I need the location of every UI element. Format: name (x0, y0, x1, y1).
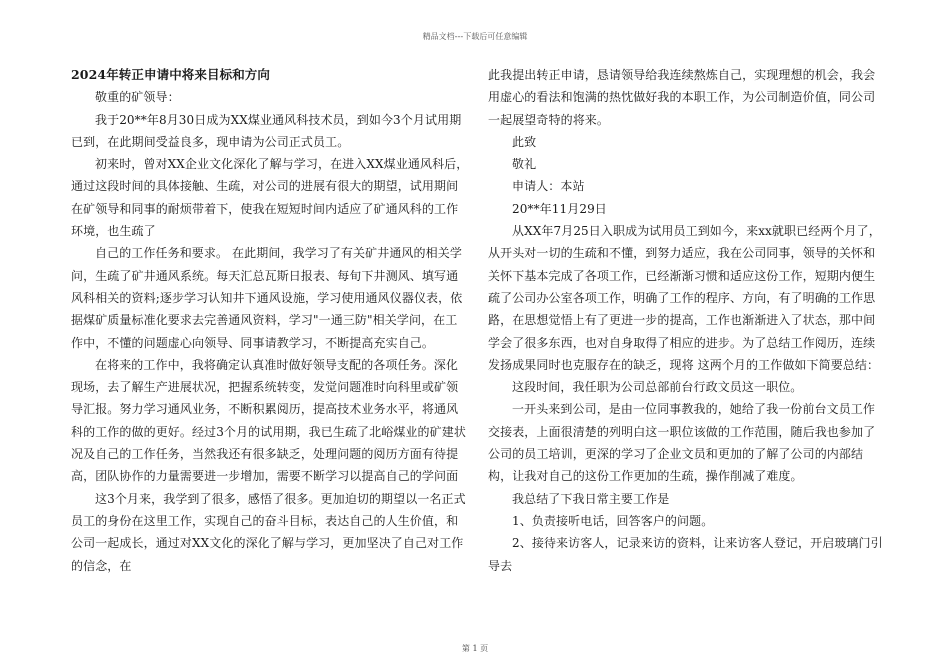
paragraph: 自己的工作任务和要求。 在此期间，我学习了有关矿井通风的相关学问，生疏了矿井通风系统。每天汇总瓦斯日报表、每旬下井测风、填写通风科相关的资料;逐步学习认知井下通风设施，学习使用通风仪器仪表，依据煤矿质量标准化要求去完善通风资料，学习"一通三防"相关学问，在工作中，不懂的问题虚心向领导、同事请教学习，不断提高充实自己。 (71, 246, 463, 350)
right-column (488, 64, 886, 577)
paragraph: 申请人：本站 (512, 179, 585, 194)
paragraph: 2、接待来访客人，记录来访的资料，让来访客人登记，开启玻璃门引导去 (488, 536, 883, 573)
paragraph: 这段时间，我任职为公司总部前台行政文员这一职位。 (512, 380, 803, 395)
paragraph: 20**年11月29日 (512, 201, 607, 216)
paragraph: 初来时，曾对XX企业文化深化了解与学习，在进入XX煤业通风科后，通过这段时间的具体接触、生疏，对公司的进展有很大的期望，试用期间在矿领导和同事的耐烦带着下，使我在短短时间内适应了矿通风科的工作环境，也生疏了 (71, 157, 469, 239)
paragraph-continued: 此我提出转正申请，恳请领导给我连续熬炼自己，实现理想的机会，我会用虚心的看法和饱满的热忱做好我的本职工作，为公司制造价值，同公司一起展望奇特的将来。 (488, 68, 876, 127)
paragraph: 敬礼 (512, 157, 537, 172)
paragraph: 我于20**年8月30日成为XX煤业通风科技术员，到如今3个月试用期已到，在此期间受益良多，现申请为公司正式员工。 (71, 112, 462, 149)
paragraph: 这3个月来，我学到了很多，感悟了很多。更加迫切的期望以一名正式员工的身份在这里工作，实现自己的奋斗目标，表达自己的人生价值，和公司一起成长，通过对XX文化的深化了解与学习，更加坚决了自己对工作的信念，在 (71, 491, 466, 573)
page-header: 精品文档---下载后可任意编辑 (422, 32, 528, 41)
paragraph: 此致 (512, 134, 537, 149)
paragraph: 敬重的矿领导： (95, 90, 180, 105)
document-title: 2024年转正申请中将来目标和方向 (71, 67, 270, 82)
paragraph: 从XX年7月25日入职成为试用员工到如今，来xx就职已经两个月了，从开头对一切的生疏和不懂，到努力适应，我在公司同事，领导的关怀和关怀下基本完成了各项工作，已经渐渐习惯和适应这份工作，短期内便生疏了公司办公室各项工作，明确了工作的程序、方向，有了明确的工作思路，在思想觉悟上有了更进一步的提高，工作也渐渐进入了状态，那中间学会了很多东西，也对自身取得了相应的进步。为了总结工作阅历，连续发扬成果同时也克服存在的缺乏，现将 这两个月的工作做如下简要总结： (488, 224, 881, 372)
left-column (71, 64, 469, 577)
paragraph: 1、负责接听电话，回答客户的问题。 (512, 513, 714, 528)
paragraph: 一开头来到公司，是由一位同事教我的，她给了我一份前台文员工作交接表，上面很清楚的列明白这一职位该做的工作范围，随后我也参加了公司的员工培训，更深的学习了企业文员和更加的了解了公司的内部结构，让我对自己的这份工作更加的生疏，操作削减了难度。 (488, 402, 876, 484)
paragraph: 在将来的工作中，我将确定认真准时做好领导支配的各项任务。深化现场，去了解生产进展状况，把握系统转变，发觉问题准时向科里或矿领导汇报。努力学习通风业务，不断积累阅历，提高技术业务水平，将通风科的工作的做的更好。经过3个月的试用期，我已生疏了北峪煤业的矿建状况及自己的工作任务，当然我还有很多缺乏，处理问题的阅历方面有待提高，团队协作的力量需要进一步增加，需要不断学习以提高自己的学问面 (71, 357, 466, 484)
page-footer: 第 1 页 (461, 644, 489, 653)
paragraph: 我总结了下我日常主要工作是 (512, 491, 670, 506)
